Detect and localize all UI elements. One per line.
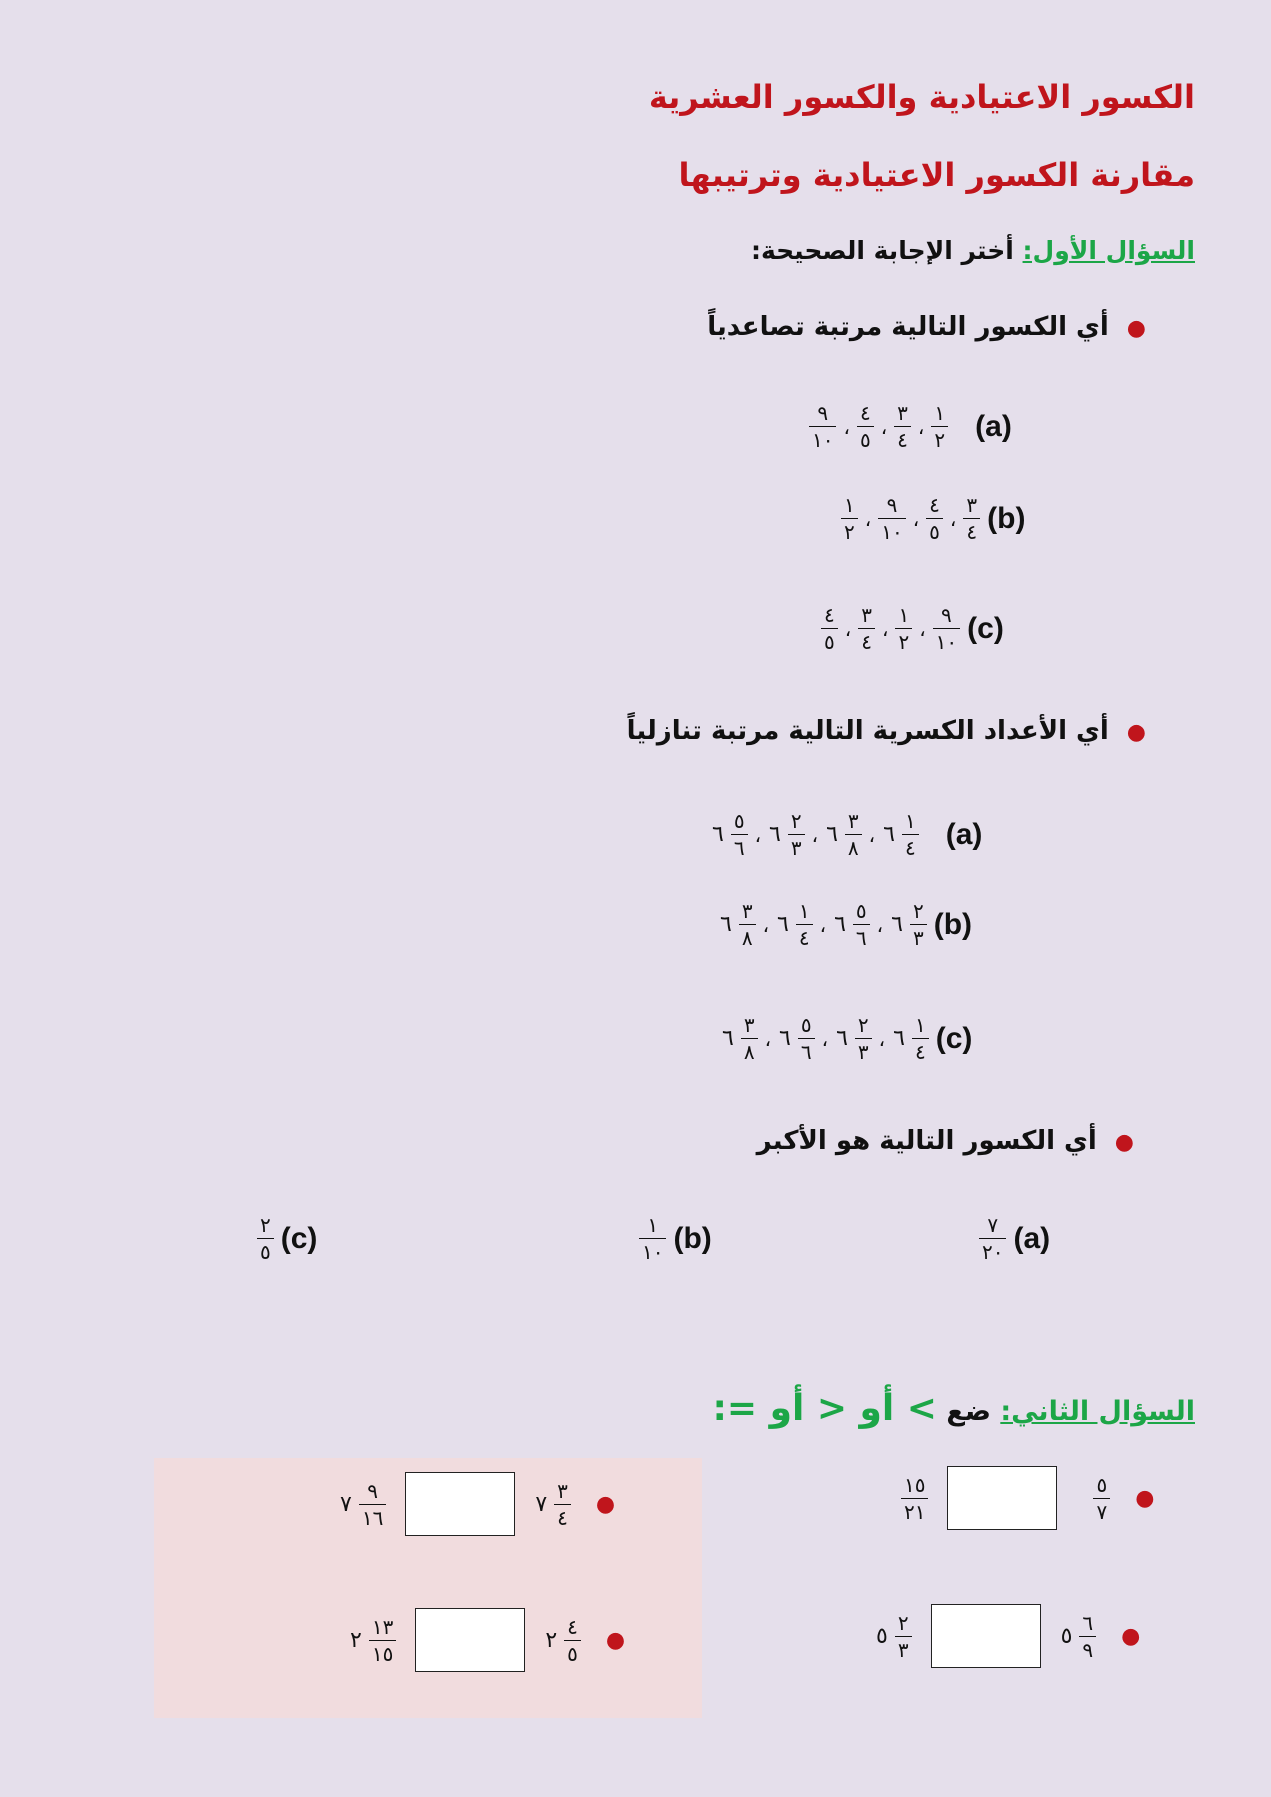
question-2-label: السؤال الثاني: — [1000, 1396, 1195, 1427]
answer-box[interactable] — [415, 1608, 525, 1672]
bullet-icon: ● — [605, 1627, 626, 1653]
equals-symbol: =: — [712, 1388, 758, 1429]
fraction: $\frac{٢}{٣}$ — [788, 808, 805, 861]
fraction: $\frac{٥}{٧}$ — [1093, 1472, 1110, 1525]
answer-box[interactable] — [931, 1604, 1041, 1668]
fraction: $\frac{٩}{١٠}$ — [878, 492, 905, 545]
fraction: $\frac{٥}{٦}$ — [798, 1012, 815, 1065]
fraction: $\frac{١}{١٠}$ — [639, 1212, 666, 1265]
option-label: (c) — [280, 1221, 318, 1255]
item-3-text: أي الكسور التالية هو الأكبر — [756, 1126, 1097, 1156]
question-1-item-2 — [627, 716, 1146, 746]
fraction: $\frac{٢}{٣}$ — [910, 898, 927, 951]
page-title: الكسور الاعتيادية والكسور العشرية — [648, 78, 1195, 116]
item-2-text: أي الأعداد الكسرية التالية مرتبة تنازلياً — [626, 716, 1109, 746]
fraction: $\frac{١}{٤}$ — [902, 808, 919, 861]
page-subtitle: مقارنة الكسور الاعتيادية وترتيبها — [678, 156, 1195, 194]
fraction: $\frac{١}{٢}$ — [841, 492, 858, 545]
option-label: (a) — [975, 409, 1012, 443]
question-1-instruction: أختر الإجابة الصحيحة: — [750, 236, 1023, 265]
item-1-option-a[interactable]: $\frac{٩}{١٠}$ ، $\frac{٤}{٥}$ ، $\frac{٣}{٤}$ ، $\frac{١}{٢}$ (a) — [806, 400, 1012, 453]
less-than-symbol: < — [816, 1388, 847, 1429]
option-label: (a) — [945, 817, 983, 851]
fraction: $\frac{٣}{٤}$ — [858, 602, 875, 655]
comparison-4: ٢ $\frac{١٣}{١٥}$ ٢ $\frac{٤}{٥}$ ● — [346, 1608, 625, 1672]
fraction: $\frac{٩}{١٦}$ — [359, 1478, 386, 1531]
fraction: $\frac{٦}{٩}$ — [1079, 1610, 1096, 1663]
item-3-option-b[interactable] — [636, 1212, 712, 1265]
fraction: $\frac{٢}{٣}$ — [895, 1610, 912, 1663]
comparison-1 — [898, 1466, 1154, 1530]
item-3-option-c[interactable] — [254, 1212, 317, 1265]
comparison-3: ٥ $\frac{٢}{٣}$ ٥ $\frac{٦}{٩}$ ● — [872, 1604, 1140, 1668]
bullet-icon: ● — [1121, 1623, 1141, 1649]
answer-box[interactable] — [405, 1472, 515, 1536]
option-label: (c) — [967, 611, 1004, 645]
fraction: $\frac{٣}{٨}$ — [741, 1012, 758, 1065]
fraction: $\frac{١٣}{١٥}$ — [369, 1614, 396, 1667]
fraction: $\frac{٣}{٤}$ — [554, 1478, 571, 1531]
bullet-icon: ● — [1135, 1485, 1155, 1511]
question-1-item-3 — [757, 1126, 1134, 1156]
option-label: (b) — [673, 1221, 712, 1255]
fraction: $\frac{٩}{١٠}$ — [809, 400, 836, 453]
option-label: (c) — [935, 1021, 973, 1055]
option-label: (b) — [987, 501, 1026, 535]
item-2-option-b[interactable]: ٦ $\frac{٣}{٨}$ ، ٦ $\frac{١}{٤}$ ، ٦ $\frac{٥}{٦}$ ، ٦ $\frac{٢}{٣}$ (b) — [720, 899, 973, 950]
fraction: $\frac{٤}{٥}$ — [926, 492, 943, 545]
fraction: $\frac{١}{٤}$ — [796, 898, 813, 951]
fraction: $\frac{٥}{٦}$ — [853, 898, 870, 951]
bullet-icon: ● — [1126, 720, 1146, 745]
question-1-label: السؤال الأول: — [1022, 236, 1195, 265]
bullet-icon: ● — [1126, 316, 1146, 341]
comparison-2: ٧ $\frac{٩}{١٦}$ ٧ $\frac{٣}{٤}$ ● — [336, 1472, 615, 1536]
fraction: $\frac{١}{٢}$ — [895, 602, 912, 655]
fraction: $\frac{٧}{٢٠}$ — [979, 1212, 1006, 1265]
fraction: $\frac{٢}{٥}$ — [257, 1212, 274, 1265]
bullet-icon: ● — [595, 1491, 616, 1517]
bullet-icon: ● — [1114, 1130, 1134, 1155]
question-1-item-1 — [707, 312, 1146, 342]
fraction: $\frac{٤}{٥}$ — [821, 602, 838, 655]
fraction: $\frac{١٥}{٢١}$ — [901, 1472, 928, 1525]
fraction: $\frac{٤}{٥}$ — [564, 1614, 581, 1667]
question-2-heading: السؤال الثاني: ضع > أو < أو =: — [712, 1388, 1195, 1429]
fraction: $\frac{٥}{٦}$ — [731, 808, 748, 861]
item-2-option-a[interactable]: ٦ $\frac{٥}{٦}$ ، ٦ $\frac{٢}{٣}$ ، ٦ $\frac{٣}{٨}$ ، ٦ $\frac{١}{٤}$ (a) — [712, 809, 983, 860]
fraction: $\frac{٢}{٣}$ — [855, 1012, 872, 1065]
item-3-option-a[interactable] — [976, 1212, 1050, 1265]
item-1-text: أي الكسور التالية مرتبة تصاعدياً — [707, 312, 1109, 342]
fraction: $\frac{٤}{٥}$ — [857, 400, 874, 453]
greater-than-symbol: > — [906, 1388, 937, 1429]
fraction: $\frac{٣}{٤}$ — [963, 492, 980, 545]
item-2-option-c[interactable]: ٦ $\frac{٣}{٨}$ ، ٦ $\frac{٥}{٦}$ ، ٦ $\frac{٢}{٣}$ ، ٦ $\frac{١}{٤}$ (c) — [722, 1013, 973, 1064]
option-label: (a) — [1013, 1221, 1051, 1255]
item-1-option-c[interactable]: $\frac{٤}{٥}$ ، $\frac{٣}{٤}$ ، $\frac{١}{٢}$ ، $\frac{٩}{١٠}$ (c) — [818, 602, 1004, 655]
option-label: (b) — [933, 907, 973, 941]
fraction: $\frac{١}{٤}$ — [912, 1012, 929, 1065]
fraction: $\frac{٩}{١٠}$ — [933, 602, 960, 655]
question-1-heading — [751, 236, 1195, 265]
fraction: $\frac{٣}{٤}$ — [894, 400, 911, 453]
fraction: $\frac{٣}{٨}$ — [739, 898, 756, 951]
fraction: $\frac{٣}{٨}$ — [845, 808, 862, 861]
fraction: $\frac{١}{٢}$ — [931, 400, 948, 453]
answer-box[interactable] — [947, 1466, 1057, 1530]
item-1-option-b[interactable]: $\frac{١}{٢}$ ، $\frac{٩}{١٠}$ ، $\frac{٤}{٥}$ ، $\frac{٣}{٤}$ (b) — [838, 492, 1025, 545]
